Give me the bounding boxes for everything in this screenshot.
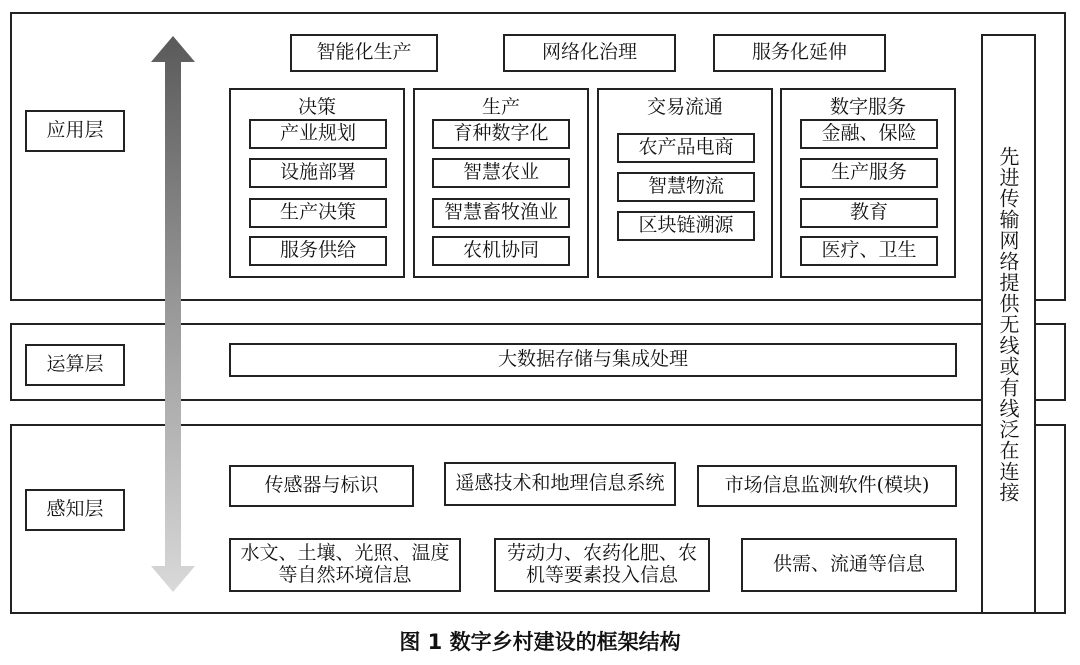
- sensors-and-identification: 传感器与标识: [229, 465, 414, 507]
- trade-item: 智慧物流: [617, 172, 755, 202]
- services-item: 金融、保险: [800, 119, 938, 149]
- decision-item: 服务供给: [249, 236, 387, 266]
- services-item: 教育: [800, 198, 938, 228]
- top-item-network-governance: 网络化治理: [503, 34, 676, 72]
- supply-demand-info: [741, 538, 957, 592]
- natural-environment-line1: 水文、土壤、光照、温度: [240, 542, 450, 565]
- column-services-title: 数字服务: [829, 96, 906, 118]
- trade-item: 农产品电商: [617, 133, 755, 163]
- network-connectivity-text: 先进传输网络提供无线或有线泛在连接: [996, 145, 1020, 503]
- top-item-smart-production: 智能化生产: [290, 34, 438, 72]
- column-trade-title: 交易流通: [646, 96, 723, 118]
- decision-item: 产业规划: [249, 119, 387, 149]
- supply-demand-line1: 供需、流通等信息: [772, 553, 925, 576]
- market-monitoring-software: 市场信息监测软件(模块): [697, 465, 957, 507]
- top-item-service-extension: 服务化延伸: [713, 34, 886, 72]
- production-item: 智慧农业: [432, 158, 570, 188]
- big-data-processing: 大数据存储与集成处理: [229, 343, 957, 377]
- trade-item: 区块链溯源: [617, 211, 755, 241]
- services-item: 生产服务: [800, 158, 938, 188]
- factor-input-line1: 劳动力、农药化肥、农: [506, 542, 697, 565]
- figure-caption: 图 1 数字乡村建设的框架结构: [399, 630, 681, 654]
- column-production-title: 生产: [481, 96, 520, 118]
- natural-environment-line2: 等自然环境信息: [278, 564, 412, 586]
- natural-environment-info: [229, 538, 461, 592]
- decision-item: 设施部署: [249, 158, 387, 188]
- services-item: 医疗、卫生: [800, 236, 938, 266]
- vertical-double-arrow: [150, 36, 196, 596]
- application-layer-label: 应用层: [25, 110, 125, 152]
- factor-input-info: [494, 538, 710, 592]
- production-item: 农机协同: [432, 236, 570, 266]
- computing-layer-label: 运算层: [25, 344, 125, 386]
- column-decision-title: 决策: [297, 96, 336, 118]
- network-connectivity-box: [981, 34, 1036, 614]
- production-item: 育种数字化: [432, 119, 570, 149]
- production-item: 智慧畜牧渔业: [432, 198, 570, 228]
- decision-item: 生产决策: [249, 198, 387, 228]
- perception-layer-label: 感知层: [25, 489, 125, 531]
- factor-input-line2: 机等要素投入信息: [525, 564, 678, 586]
- remote-sensing-gis: 遥感技术和地理信息系统: [444, 462, 676, 506]
